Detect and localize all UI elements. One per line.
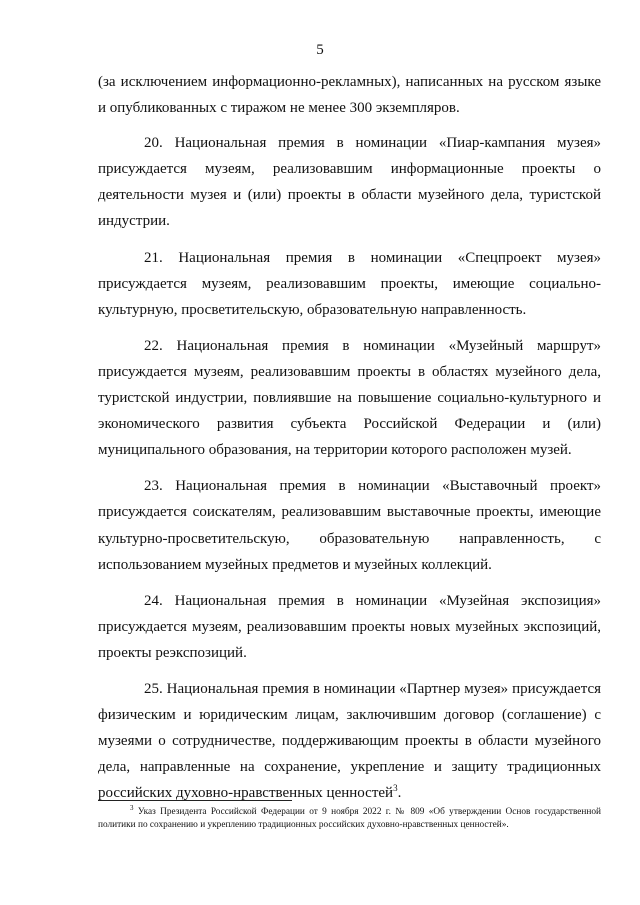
paragraph-item-24: 24. Национальная премия в номинации «Музейная экспозиция» присуждается музеям, реализовавшим проекты новых музейных экспозиций, проекты реэкспозиций.	[98, 592, 601, 661]
paragraph-item-25-tail: .	[397, 785, 402, 802]
page-number: 5	[316, 42, 324, 58]
paragraph-item-20: 20. Национальная премия в номинации «Пиар-кампания музея» присуждается музеям, реализовавшим информационные проекты о деятельности музея и (или) проекты в области музейного дела, туристской индустрии.	[98, 135, 601, 230]
footnote-reference[interactable]: 3	[393, 783, 398, 794]
paragraph-continuation: (за исключением информационно-рекламных), написанных на русском языке и опубликованных с тиражом не менее 300 экземпляров.	[98, 74, 601, 117]
footnote-text: Указ Президента Российской Федерации от 9 ноября 2022 г. № 809 «Об утверждении Основ государственной политики по сохранению и укреплению традиционных российских духовно-нравственных ценностей».	[98, 807, 601, 830]
paragraph-item-23: 23. Национальная премия в номинации «Выставочный проект» присуждается соискателям, реализовавшим выставочные проекты, имеющие культурно-просветительскую, образовательную направленность, с использованием музейных предметов и музейных коллекций.	[98, 478, 601, 573]
footnote-marker: 3	[130, 803, 134, 812]
footnote	[98, 803, 601, 831]
document-body	[98, 69, 601, 816]
paragraph-item-22: 22. Национальная премия в номинации «Музейный маршрут» присуждается музеям, реализовавшим проекты в областях музейного дела, туристской индустрии, повлиявшие на повышение социально-культурного и экономического развития субъекта Российской Федерации и (или) муниципального образования, на территории которого расположен музей.	[98, 337, 601, 459]
footnote-divider	[98, 800, 292, 801]
paragraph-item-25-text: 25. Национальная премия в номинации «Партнер музея» присуждается физическим и юридическим лицам, заключившим договор (соглашение) с музеями о сотрудничестве, поддерживающим проекты в области музейного дела, направленные на сохранение, укрепление и защиту традиционных российских духовно-нравственных ценностей	[98, 680, 601, 802]
paragraph-item-25	[98, 676, 601, 806]
paragraph-item-21: 21. Национальная премия в номинации «Спецпроект музея» присуждается музеям, реализовавшим проекты, имеющие социально-культурную, просветительскую, образовательную направленность.	[98, 249, 601, 318]
